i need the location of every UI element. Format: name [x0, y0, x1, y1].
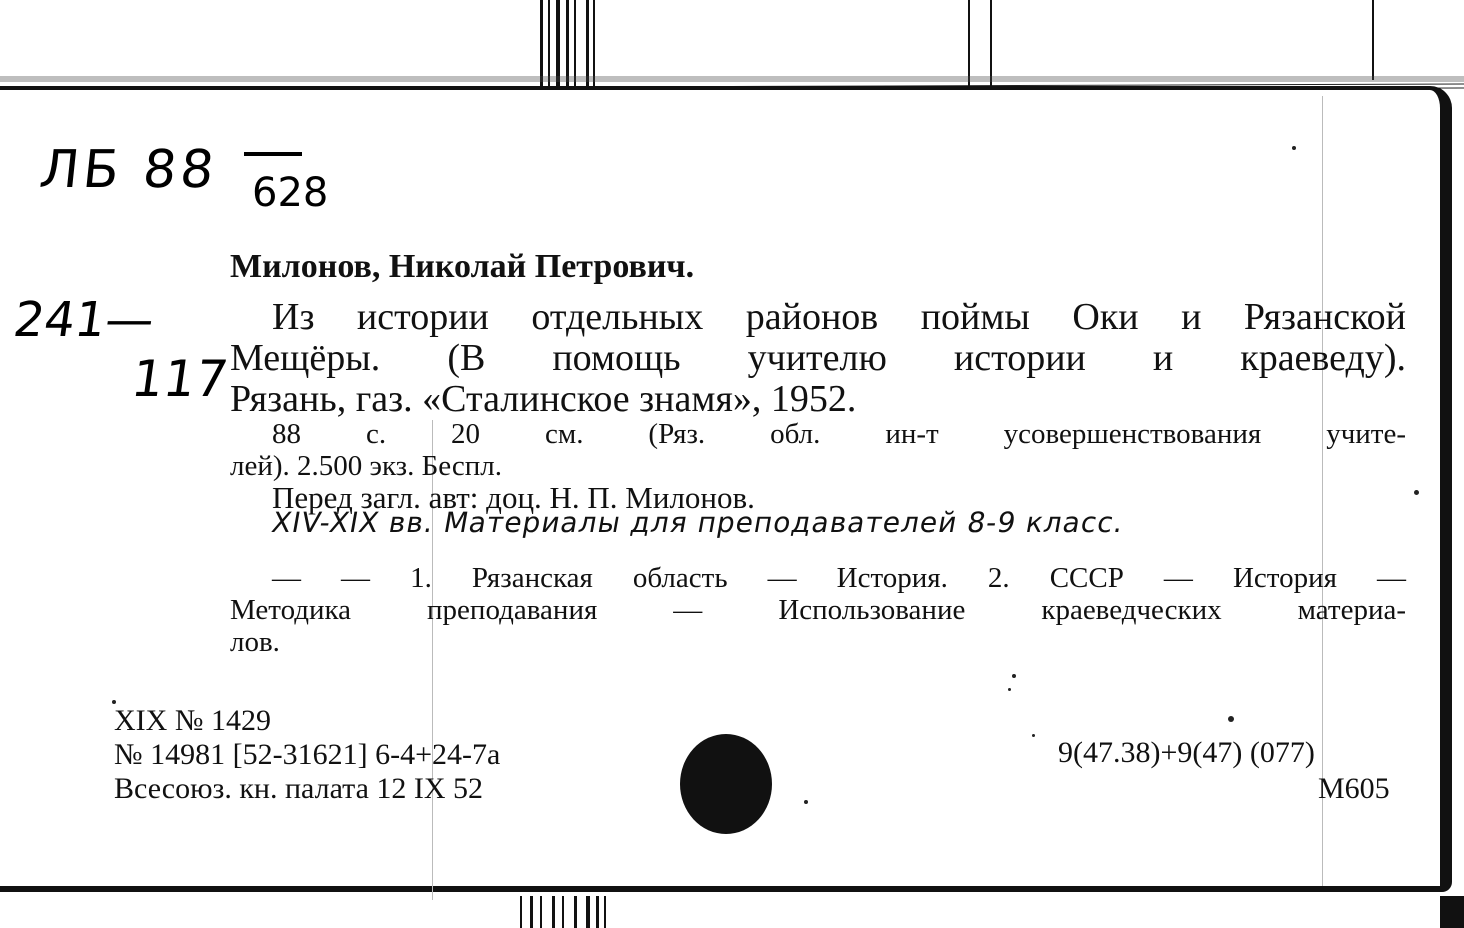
subject-heading-line: — — 1. Рязанская область — История. 2. СССР — История — — [272, 562, 1406, 594]
fold-line — [1322, 96, 1323, 886]
handwritten-annotation: XIV-XIX вв. Материалы для преподавателей 8-9 класс. — [269, 506, 1127, 539]
footer-info-line: Всесоюз. кн. палата 12 IX 52 — [114, 772, 484, 805]
title-line: Мещёры. (В помощь учителю истории и краеведу). — [230, 337, 1406, 379]
footer-info-line: XIX № 1429 — [114, 704, 271, 737]
title-line: Рязань, газ. «Сталинское знамя», 1952. — [230, 378, 857, 420]
scan-speck — [804, 800, 808, 804]
scan-speck — [1414, 490, 1419, 495]
subject-heading-line: лов. — [230, 626, 280, 658]
call-number-overline — [244, 152, 302, 156]
scan-top-noise — [0, 0, 1464, 90]
scan-speck — [1032, 734, 1035, 737]
physical-description-line: 88 с. 20 см. (Ряз. обл. ин-т усовершенствования учите- — [272, 418, 1406, 450]
classification-index: 9(47.38)+9(47) (077) — [1058, 736, 1315, 769]
scan-speck — [1228, 716, 1234, 722]
subject-heading-line: Методика преподавания — Использование краеведческих материа- — [230, 594, 1406, 626]
inventory-number-handwritten-suffix: 117 — [127, 350, 232, 408]
footer-info-line: № 14981 [52-31621] 6-4+24-7а — [114, 738, 501, 771]
scan-speck — [1008, 688, 1011, 691]
author-heading: Милонов, Николай Петрович. — [230, 248, 695, 285]
inventory-number-handwritten: 241— — [10, 292, 158, 348]
scan-bottom-noise — [0, 896, 1464, 928]
author-note: Перед загл. авт: доц. Н. П. Милонов. — [272, 480, 755, 515]
punch-hole — [680, 734, 772, 834]
call-number-handwritten-suffix: 628 — [252, 170, 329, 216]
scan-speck — [112, 700, 116, 704]
scan-speck — [1292, 146, 1296, 150]
scan-speck — [1012, 674, 1016, 678]
physical-description-line: лей). 2.500 экз. Беспл. — [230, 450, 502, 482]
author-cutter-mark: М605 — [1318, 772, 1390, 805]
call-number-handwritten: ЛБ 88 — [36, 140, 221, 200]
title-line: Из истории отдельных районов поймы Оки и Рязанской — [272, 296, 1406, 338]
